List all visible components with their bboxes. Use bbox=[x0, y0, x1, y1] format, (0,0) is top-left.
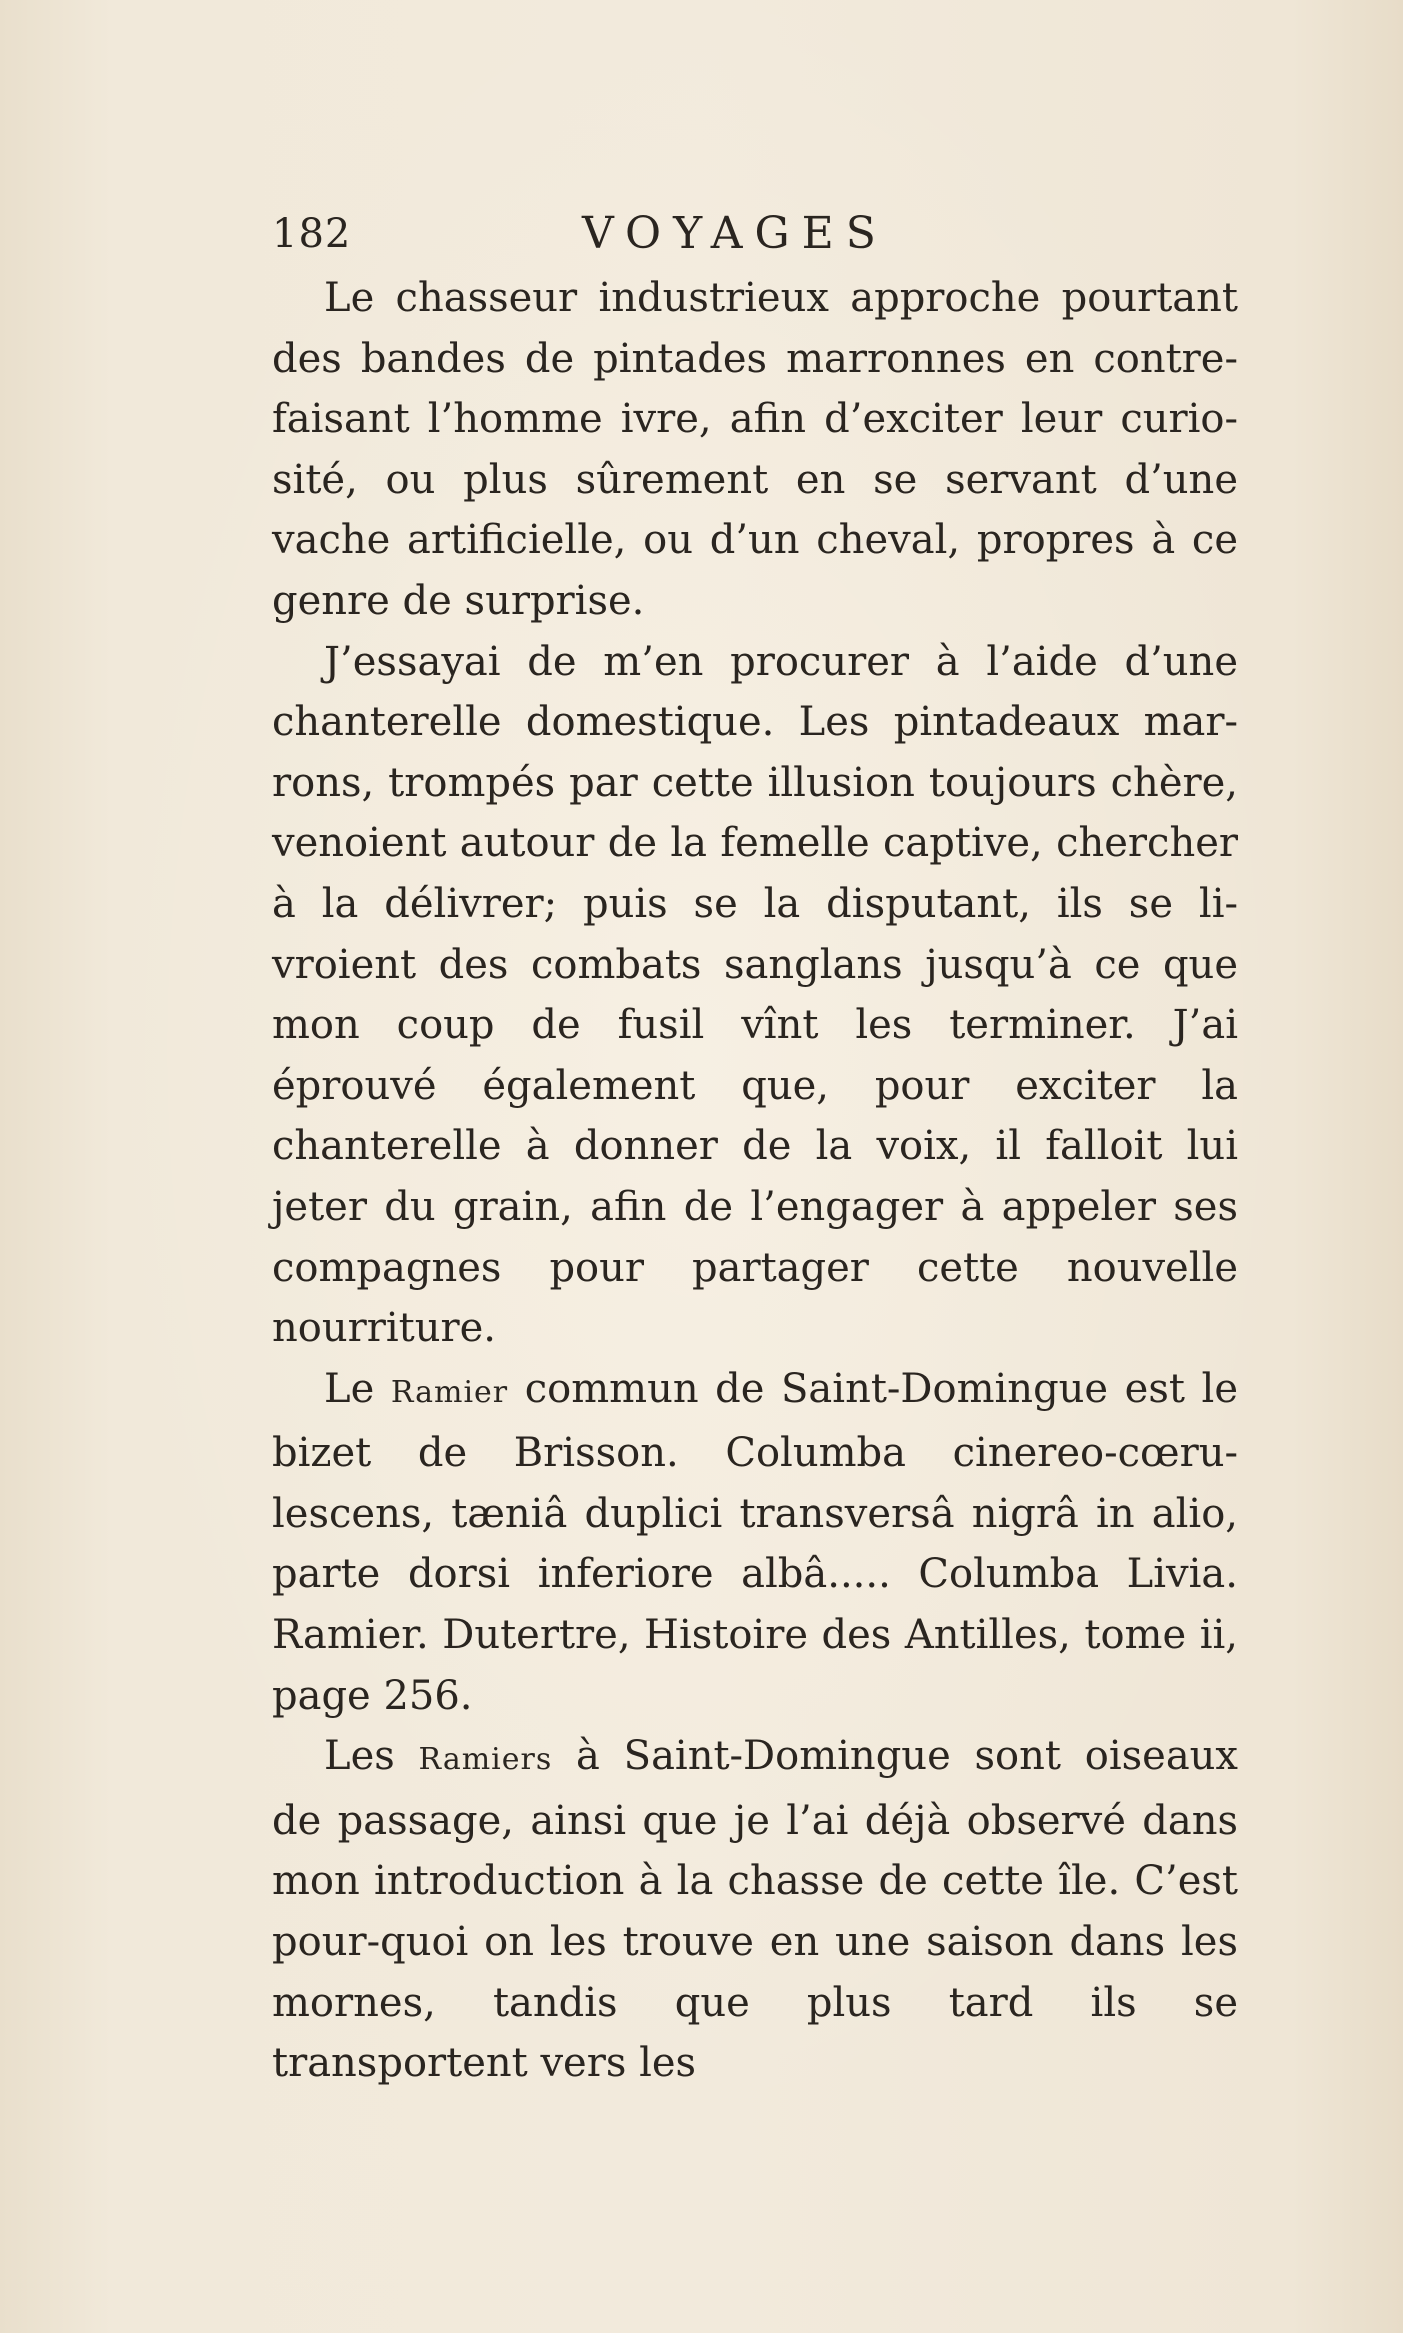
paragraph-ramier-description bbox=[272, 1359, 1238, 1727]
paragraph-ramier-rest: commun de Saint-Domingue est le bizet de Brisson. Columba cinereo-cœru-lescens, tæniâ duplici transversâ nigrâ in alio, parte dorsi inferiore albâ..... Columba Livia. Ramier. Dutertre, Histoire des Antilles, tome ii, page 256. bbox=[272, 1365, 1239, 1719]
paragraph-chanterelle: J’essayai de m’en procurer à l’aide d’une chanterelle domestique. Les pintadeaux mar-rons, trompés par cette illusion toujours chère, venoient autour de la femelle captive, chercher à la délivrer; puis se la disputant, ils se li-vroient des combats sanglans jusqu’à ce que mon coup de fusil vînt les terminer. J’ai éprouvé également que, pour exciter la chanterelle à donner de la voix, il falloit lui jeter du grain, afin de l’engager à appeler ses compagnes pour partager cette nouvelle nourriture. bbox=[272, 638, 1238, 1352]
page-number: 182 bbox=[272, 211, 352, 257]
page-header bbox=[272, 206, 1238, 262]
term-ramier: Ramier bbox=[390, 1374, 509, 1410]
paragraph-ramiers-lead: Les bbox=[324, 1733, 419, 1780]
paragraph-pintades-hunting: Le chasseur industrieux approche pourtant des bandes de pintades marronnes en contre-faisant l’homme ivre, afin d’exciter leur curio-sité, ou plus sûrement en se servant d’une vache artificielle, ou d’un cheval, propres à ce genre de surprise. bbox=[272, 275, 1238, 624]
body-text bbox=[272, 268, 1238, 2094]
running-title: VOYAGES bbox=[582, 208, 888, 259]
paragraph-ramiers-rest: à Saint-Domingue sont oiseaux de passage, ainsi que je l’ai déjà observé dans mon introduction à la chasse de cette île. C’est pour-quoi on les trouve en une saison dans les mornes, tandis que plus tard ils se transportent vers les bbox=[272, 1733, 1238, 2087]
paragraph-ramier-lead: Le bbox=[324, 1365, 391, 1412]
term-ramiers: Ramiers bbox=[418, 1742, 553, 1778]
paragraph-ramiers-passage bbox=[272, 1726, 1238, 2094]
